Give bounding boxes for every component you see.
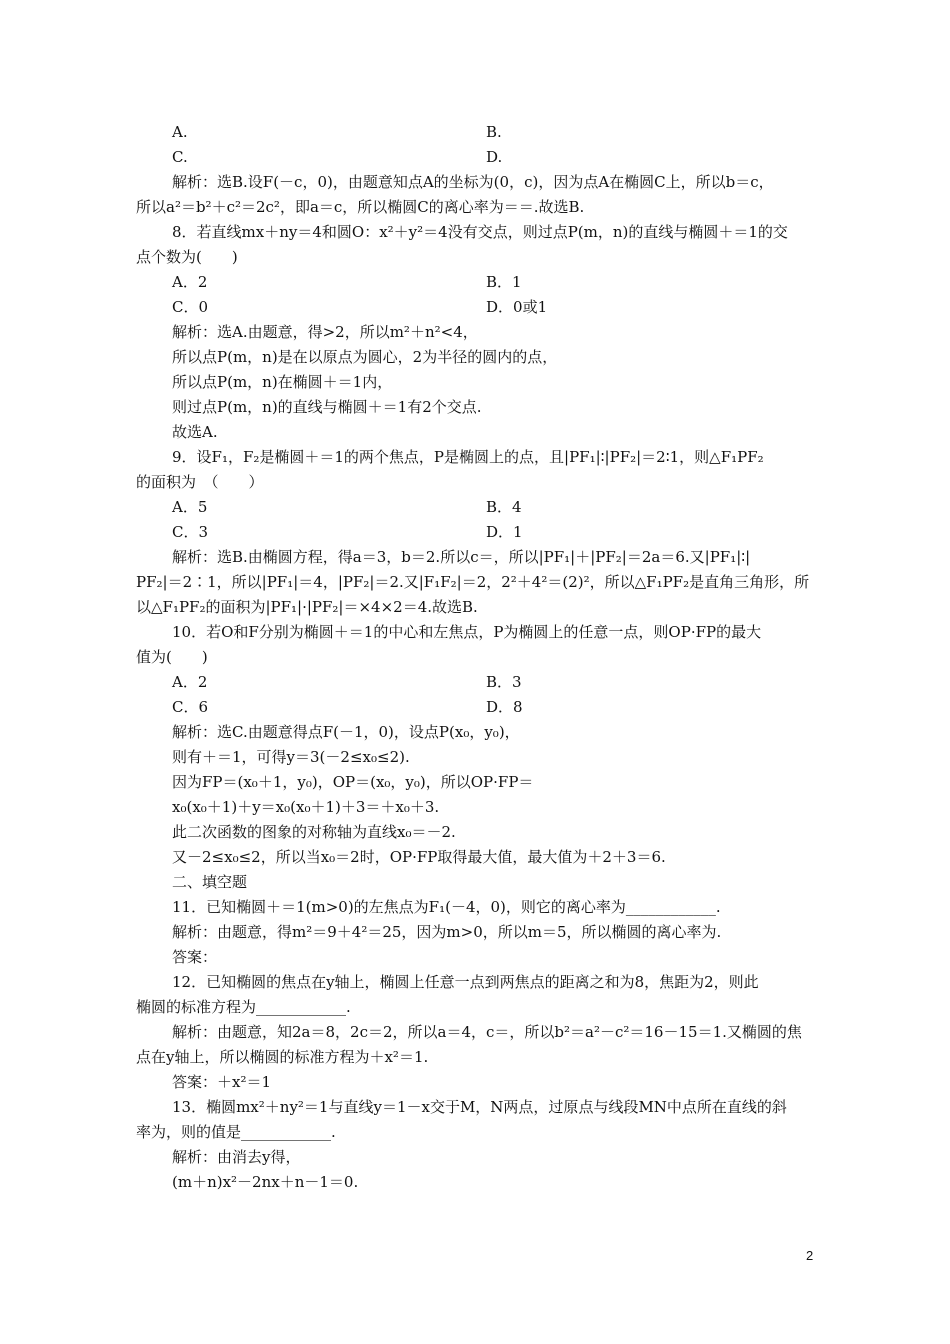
q8-option-d: D．0或1 — [486, 298, 548, 316]
q10-option-c: C．6 — [172, 698, 209, 716]
q12-answer: 答案：＋x²＝1 — [172, 1073, 272, 1091]
q8-solution-line: 故选A. — [172, 423, 218, 441]
q7-option-b: B. — [486, 123, 502, 141]
q8-stem-line: 8．若直线mx＋ny＝4和圆O：x²＋y²＝4没有交点，则过点P(m，n)的直线与椭圆＋＝1的交 — [172, 223, 788, 241]
q12-solution-line: 点在y轴上，所以椭圆的标准方程为＋x²＝1. — [136, 1048, 429, 1066]
q12-stem-line: 12．已知椭圆的焦点在y轴上，椭圆上任意一点到两焦点的距离之和为8，焦距为2，则此 — [172, 973, 759, 991]
q9-solution-line: PF₂|＝2∶1，所以|PF₁|＝4，|PF₂|＝2.又|F₁F₂|＝2，2²＋4²＝(2)²，所以△F₁PF₂是直角三角形，所 — [136, 573, 810, 591]
q9-solution-line: 解析：选B.由椭圆方程，得a＝3，b＝2.所以c＝，所以|PF₁|＋|PF₂|＝2a＝6.又|PF₁|∶| — [172, 548, 751, 566]
q8-option-c: C．0 — [172, 298, 209, 316]
q8-solution-line: 所以点P(m，n)在椭圆＋＝1内， — [172, 373, 393, 391]
q8-solution-line: 解析：选A.由题意，得>2，所以m²＋n²<4， — [172, 323, 478, 341]
q7-option-d: D. — [486, 148, 503, 166]
q9-stem-line: 9．设F₁，F₂是椭圆＋＝1的两个焦点，P是椭圆上的点，且|PF₁|∶|PF₂|＝2∶1，则△F₁PF₂ — [172, 448, 764, 466]
q9-solution-line: 以△F₁PF₂的面积为|PF₁|·|PF₂|＝×4×2＝4.故选B. — [136, 598, 478, 616]
q7-solution-line: 解析：选B.设F(－c，0)，由题意知点A的坐标为(0，c)，因为点A在椭圆C上，所以b＝c， — [172, 173, 774, 191]
q9-option-b: B．4 — [486, 498, 522, 516]
q8-stem-line: 点个数为( ) — [136, 248, 238, 266]
q13-stem-line: 13．椭圆mx²＋ny²＝1与直线y＝1－x交于M，N两点，过原点与线段MN中点所在直线的斜 — [172, 1098, 787, 1116]
page-number: 2 — [806, 1248, 814, 1263]
q11-answer: 答案： — [172, 948, 218, 966]
q9-stem-line: 的面积为 （ ） — [136, 473, 264, 491]
q13-solution-line: 解析：由消去y得， — [172, 1148, 301, 1166]
q7-option-c: C. — [172, 148, 188, 166]
q9-option-d: D．1 — [486, 523, 523, 541]
q13-stem-line: 率为，则的值是____________. — [136, 1123, 336, 1141]
section-heading: 二、填空题 — [172, 873, 248, 891]
q10-stem-line: 值为( ) — [136, 648, 208, 666]
q10-solution-line: 因为FP＝(x₀＋1，y₀)，OP＝(x₀，y₀)，所以OP·FP＝ — [172, 773, 534, 791]
q10-solution-line: 又－2≤x₀≤2，所以当x₀＝2时，OP·FP取得最大值，最大值为＋2＋3＝6. — [172, 848, 666, 866]
q8-option-a: A．2 — [172, 273, 208, 291]
q11-solution-line: 解析：由题意，得m²＝9＋4²＝25，因为m>0，所以m＝5，所以椭圆的离心率为. — [172, 923, 722, 941]
q10-stem-line: 10．若O和F分别为椭圆＋＝1的中心和左焦点，P为椭圆上的任意一点，则OP·FP的最大 — [172, 623, 762, 641]
q10-solution-line: 解析：选C.由题意得点F(－1，0)，设点P(x₀，y₀)， — [172, 723, 520, 741]
q12-stem-line: 椭圆的标准方程为____________. — [136, 998, 351, 1016]
q12-solution-line: 解析：由题意，知2a＝8，2c＝2，所以a＝4，c＝，所以b²＝a²－c²＝16－15＝1.又椭圆的焦 — [172, 1023, 802, 1041]
q9-option-a: A．5 — [172, 498, 208, 516]
q13-solution-line: (m＋n)x²－2nx＋n－1＝0. — [172, 1173, 359, 1191]
q7-option-a: A. — [172, 123, 188, 141]
q10-solution-line: 此二次函数的图象的对称轴为直线x₀＝－2. — [172, 823, 456, 841]
q10-option-d: D．8 — [486, 698, 523, 716]
q8-solution-line: 则过点P(m，n)的直线与椭圆＋＝1有2个交点. — [172, 398, 482, 416]
q10-option-a: A．2 — [172, 673, 208, 691]
q11-stem-line: 11．已知椭圆＋＝1(m>0)的左焦点为F₁(－4，0)，则它的离心率为____________. — [172, 898, 721, 916]
q10-solution-line: x₀(x₀＋1)＋y＝x₀(x₀＋1)＋3＝＋x₀＋3. — [172, 798, 440, 816]
q10-option-b: B．3 — [486, 673, 522, 691]
q8-option-b: B．1 — [486, 273, 522, 291]
q8-solution-line: 所以点P(m，n)是在以原点为圆心，2为半径的圆内的点， — [172, 348, 558, 366]
q9-option-c: C．3 — [172, 523, 209, 541]
q7-solution-line: 所以a²＝b²＋c²＝2c²，即a＝c，所以椭圆C的离心率为＝＝.故选B. — [136, 198, 585, 216]
q10-solution-line: 则有＋＝1，可得y＝3(－2≤x₀≤2). — [172, 748, 410, 766]
